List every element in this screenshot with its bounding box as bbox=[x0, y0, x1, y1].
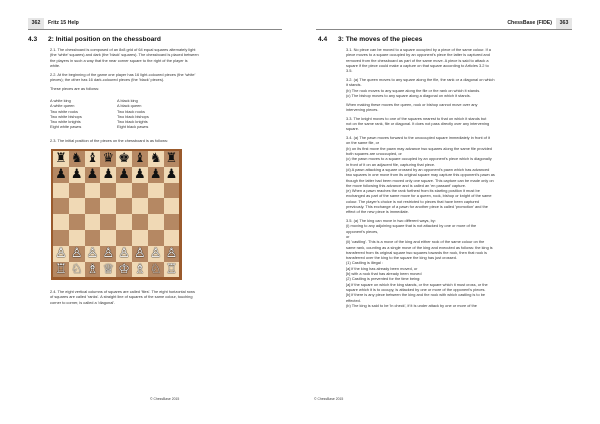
pieces-list bbox=[50, 98, 282, 132]
board-square bbox=[100, 214, 116, 230]
list-item: Two white knights bbox=[50, 119, 81, 125]
list-item: Two white rooks bbox=[50, 108, 78, 114]
board-square: ♜ bbox=[53, 151, 69, 167]
list-item: Two black knights bbox=[117, 119, 148, 125]
board-square bbox=[164, 214, 180, 230]
board-square: ♝ bbox=[132, 151, 148, 167]
board-square: ♘ bbox=[69, 262, 85, 278]
text-line: or bbox=[346, 234, 350, 239]
text-line: square if the piece could make a capture on that square according to Articles 3.2 to bbox=[346, 62, 489, 68]
board-square: ♞ bbox=[69, 151, 85, 167]
board-square bbox=[85, 198, 101, 214]
left-header-rule bbox=[28, 29, 282, 30]
right-body-text bbox=[346, 47, 578, 312]
text-line: (b) on its first move the pawn may advance two squares along the same file provided bbox=[346, 145, 492, 151]
text-line: (c) the pawn moves to a square occupied by an opponent's piece which is diagonally bbox=[346, 156, 492, 162]
board-square bbox=[164, 230, 180, 246]
text-line: These pieces are as follows: bbox=[50, 85, 100, 91]
text-line: 2.3. The initial position of the pieces on the chessboard is as follows: bbox=[50, 138, 169, 143]
right-page bbox=[300, 0, 600, 424]
text-line: [b] if there is any piece between the king and the rook with which castling is to be bbox=[346, 292, 486, 298]
paragraph bbox=[346, 47, 578, 73]
right-section-number: 4.4 bbox=[318, 36, 328, 43]
board-square bbox=[132, 198, 148, 214]
list-item: A black king bbox=[117, 98, 138, 103]
left-page-header bbox=[28, 18, 282, 29]
board-square: ♟ bbox=[85, 167, 101, 183]
board-square bbox=[132, 214, 148, 230]
board-square bbox=[116, 214, 132, 230]
text-line: (2) Castling is prevented for the time being: bbox=[346, 276, 421, 282]
paragraph-2-4 bbox=[50, 289, 282, 305]
paragraph bbox=[346, 116, 578, 132]
board-square bbox=[53, 183, 69, 199]
text-line: transferred from its original square two squares towards the rook, then that rook is bbox=[346, 249, 487, 255]
text-line: [a] if the square on which the king stands, or the square which it must cross, or the bbox=[346, 281, 488, 287]
text-line: (b) The rook moves to any square along the file or the rank on which it stands. bbox=[346, 87, 481, 93]
text-line: corner to corner, is called a 'diagonal'. bbox=[50, 299, 116, 305]
left-page-number: 362 bbox=[28, 18, 44, 29]
board-square bbox=[69, 198, 85, 214]
right-page-header bbox=[316, 18, 572, 29]
list-item: Two black rooks bbox=[117, 108, 145, 114]
text-line: (e) When a pawn reaches the rank furthest from its starting position it must be bbox=[346, 188, 480, 194]
board-square bbox=[69, 214, 85, 230]
text-line: effected. bbox=[346, 297, 361, 303]
text-line: the move following this advance and is called an 'en passant' capture. bbox=[346, 182, 467, 188]
text-line: the players in such a way that the near corner square to the right of the player is bbox=[50, 57, 188, 63]
board-square: ♙ bbox=[132, 246, 148, 262]
list-item: A black queen bbox=[117, 103, 142, 109]
board-square: ♟ bbox=[69, 167, 85, 183]
right-section-heading bbox=[318, 36, 422, 43]
black-pieces-list bbox=[117, 98, 187, 130]
right-footer: © ChessBase 2015 bbox=[314, 397, 344, 401]
text-line: exchanged as part of the same move for a queen, rook, bishop or knight of the same bbox=[346, 193, 492, 199]
board-square: ♟ bbox=[53, 167, 69, 183]
text-line: [b] with a rook that has already been moved bbox=[346, 271, 422, 277]
text-line: pieces); the other has 16 dark-coloured pieces (the 'black' pieces). bbox=[50, 76, 165, 82]
board-square: ♟ bbox=[148, 167, 164, 183]
board-square bbox=[148, 198, 164, 214]
right-section-title: 3: The moves of the pieces bbox=[338, 36, 423, 43]
chessboard-grid bbox=[53, 151, 180, 277]
text-line: square which it is to occupy, is attacked by one or more of the opponent's pieces. bbox=[346, 286, 486, 292]
text-line: 2.2. At the beginning of the game one player has 16 light-coloured pieces (the 'white' bbox=[50, 71, 196, 77]
board-square bbox=[100, 230, 116, 246]
left-running-title: Fritz 15 Help bbox=[48, 20, 79, 26]
text-line: When making these moves the queen, rook or bishop cannot move over any bbox=[346, 101, 478, 107]
text-line: (i) moving to any adjoining square that is not attacked by one or more of the bbox=[346, 223, 477, 229]
board-square bbox=[116, 198, 132, 214]
board-square: ♟ bbox=[116, 167, 132, 183]
white-pieces-list bbox=[50, 98, 120, 130]
text-line: 3.5. bbox=[346, 68, 353, 74]
board-square bbox=[100, 198, 116, 214]
board-square: ♞ bbox=[148, 151, 164, 167]
text-line: in front of it on an adjacent file, capturing that piece. bbox=[346, 161, 436, 167]
left-footer: © ChessBase 2015 bbox=[150, 397, 180, 401]
board-square bbox=[116, 183, 132, 199]
board-square: ♜ bbox=[164, 151, 180, 167]
text-line: both squares are unoccupied, or bbox=[346, 151, 402, 157]
board-square: ♔ bbox=[116, 262, 132, 278]
text-line: effect of the new piece is immediate. bbox=[346, 209, 409, 215]
text-line: piece moves to a square occupied by an opponent's piece the latter is captured and bbox=[346, 52, 490, 58]
text-line: square. bbox=[346, 126, 359, 132]
left-body-text bbox=[50, 47, 282, 91]
board-square: ♙ bbox=[116, 246, 132, 262]
board-square bbox=[85, 183, 101, 199]
board-square: ♟ bbox=[164, 167, 180, 183]
board-square: ♙ bbox=[53, 246, 69, 262]
pieces-intro bbox=[50, 86, 282, 91]
text-line: same rank, counting as a single move of the king and executed as follows: the king is bbox=[346, 244, 493, 250]
board-square: ♙ bbox=[69, 246, 85, 262]
board-square: ♙ bbox=[164, 246, 180, 262]
paragraph bbox=[346, 102, 578, 113]
board-square: ♙ bbox=[148, 246, 164, 262]
paragraph bbox=[346, 218, 578, 308]
list-item: Eight white pawns bbox=[50, 124, 82, 130]
text-line: 3.5. (a) The king can move in two different ways, by: bbox=[346, 218, 436, 224]
board-square: ♗ bbox=[85, 262, 101, 278]
board-square bbox=[53, 198, 69, 214]
text-line: of squares are called 'ranks'. A straight line of squares of the same colour, touching bbox=[50, 294, 193, 300]
board-square: ♖ bbox=[53, 262, 69, 278]
text-line: two squares in one move from its original square may capture this opponent's pawn as bbox=[346, 172, 495, 178]
list-item: Two white bishops bbox=[50, 113, 82, 119]
right-running-title: ChessBase (FIDE) bbox=[507, 20, 552, 26]
board-square: ♟ bbox=[100, 167, 116, 183]
board-square: ♕ bbox=[100, 262, 116, 278]
board-square: ♙ bbox=[85, 246, 101, 262]
list-item: A white queen bbox=[50, 103, 75, 109]
text-line: 3.3. The knight moves to one of the squares nearest to that on which it stands but bbox=[346, 115, 487, 121]
text-line: though the latter had been moved only one square. This capture can be made only on bbox=[346, 177, 494, 183]
text-line: intervening pieces. bbox=[346, 106, 379, 112]
paragraph bbox=[346, 135, 578, 214]
paragraph-2-3 bbox=[50, 138, 282, 143]
left-section-title: 2: Initial position on the chessboard bbox=[48, 36, 161, 43]
board-square bbox=[85, 214, 101, 230]
board-square bbox=[148, 214, 164, 230]
text-line: (ii) 'castling'. This is a move of the king and either rook of the same colour on the bbox=[346, 239, 485, 245]
list-item: A white king bbox=[50, 98, 71, 103]
list-item: Two black bishops bbox=[117, 113, 149, 119]
board-square: ♙ bbox=[100, 246, 116, 262]
board-square bbox=[69, 183, 85, 199]
board-square bbox=[148, 230, 164, 246]
board-square bbox=[116, 230, 132, 246]
board-square bbox=[53, 214, 69, 230]
board-square bbox=[53, 230, 69, 246]
text-line: on the same file, or bbox=[346, 140, 380, 146]
board-square bbox=[132, 183, 148, 199]
paragraph bbox=[346, 77, 578, 98]
paragraph-2-1 bbox=[50, 47, 282, 68]
board-square bbox=[164, 198, 180, 214]
list-item: Eight black pawns bbox=[117, 124, 149, 130]
text-line: transferred over the king to the square the king has just crossed. bbox=[346, 255, 457, 261]
text-line: previously. This exchange of a pawn for another piece is called 'promotion' and the bbox=[346, 204, 488, 210]
board-square bbox=[148, 183, 164, 199]
text-line: 3.4. (a) The pawn moves forward to the unoccupied square immediately in front of it bbox=[346, 135, 490, 141]
text-line: 2.1. The chessboard is composed of an 8x8 grid of 64 equal squares alternately light bbox=[50, 47, 196, 52]
board-square: ♝ bbox=[85, 151, 101, 167]
text-line: it stands. bbox=[346, 82, 362, 88]
board-square: ♖ bbox=[164, 262, 180, 278]
text-line: (1) Castling is illegal : bbox=[346, 260, 383, 266]
text-line: [a] if the king has already been moved, or bbox=[346, 265, 418, 271]
board-square: ♘ bbox=[148, 262, 164, 278]
text-line: not on the same rank, file or diagonal. It does not pass directly over any intervening bbox=[346, 121, 490, 127]
right-page-number: 363 bbox=[556, 18, 572, 29]
text-line: 3.1. No piece can be moved to a square occupied by a piece of the same colour. If a bbox=[346, 47, 491, 52]
left-section-number: 4.3 bbox=[28, 36, 38, 43]
board-square: ♗ bbox=[132, 262, 148, 278]
text-line: (c) The bishop moves to any square along a diagonal on which it stands. bbox=[346, 92, 471, 98]
board-square bbox=[100, 183, 116, 199]
text-line: 2.4. The eight vertical columns of squares are called 'files'. The eight horizontal rows bbox=[50, 289, 195, 294]
text-line: colour. The player's choice is not restricted to pieces that have been captured bbox=[346, 198, 480, 204]
board-square bbox=[132, 230, 148, 246]
right-header-rule bbox=[316, 29, 572, 30]
board-square: ♟ bbox=[132, 167, 148, 183]
text-line: removed from the chessboard as part of the same move. A piece is said to attack a bbox=[346, 57, 489, 63]
text-line: (d) A pawn attacking a square crossed by an opponent's pawn which has advanced bbox=[346, 166, 490, 172]
board-square bbox=[69, 230, 85, 246]
board-square: ♚ bbox=[116, 151, 132, 167]
chessboard bbox=[51, 149, 182, 280]
text-line: 3.2. (a) The queen moves to any square along the file, the rank or a diagonal on which bbox=[346, 76, 495, 82]
board-square: ♛ bbox=[100, 151, 116, 167]
board-square bbox=[85, 230, 101, 246]
text-line: (b) The king is said to be 'in check', if it is under attack by one or more of the bbox=[346, 302, 477, 308]
left-section-heading bbox=[28, 36, 161, 43]
text-line: (the 'white' squares) and dark (the 'black' squares). The chessboard is placed between bbox=[50, 52, 199, 58]
text-line: white. bbox=[50, 62, 61, 68]
paragraph-2-2 bbox=[50, 72, 282, 83]
text-line: opponent's pieces, bbox=[346, 228, 379, 234]
board-square bbox=[164, 183, 180, 199]
